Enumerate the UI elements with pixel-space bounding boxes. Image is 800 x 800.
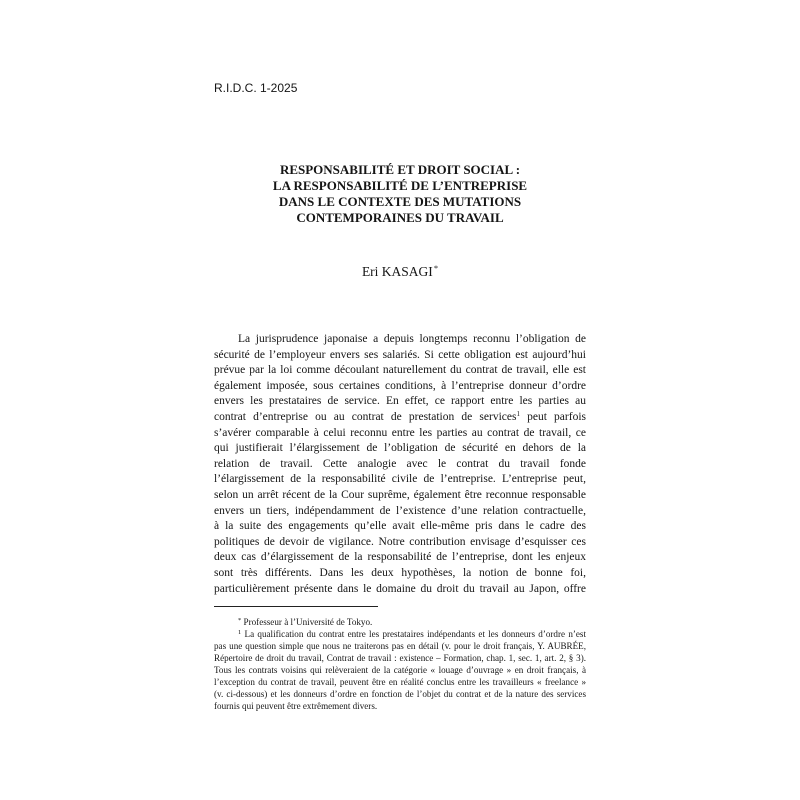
author-byline [200, 263, 600, 282]
footnote-1-line-6: (v. ci-dessous) et les donneurs d’ordre en fonction de l’objet du contrat et de la nature des services [214, 689, 586, 699]
body-line-16: sont très différents. Dans les deux hypothèses, la notion de bonne foi, [214, 566, 586, 579]
title-line-3: DANS LE CONTEXTE DES MUTATIONS [278, 194, 522, 209]
footnote-author-affiliation [238, 616, 586, 628]
body-line-3: prévue par la loi comme découlant naturellement du contrat de travail, elle est [214, 364, 586, 377]
footnote-1-line-1 [238, 628, 586, 640]
title-line-1: RESPONSABILITÉ ET DROIT SOCIAL : [279, 162, 521, 177]
footnote-reference-1[interactable]: 1 [516, 409, 520, 418]
body-line-14: politiques de devoir de vigilance. Notre contribution envisage d’esquisser ces [214, 535, 586, 548]
author-note-mark: * [433, 263, 439, 273]
footnote-author-text: Professeur à l’Université de Tokyo. [243, 617, 373, 627]
body-line-6-continuation: peut parfois [527, 410, 586, 423]
footnote-1-line-3: Répertoire de droit du travail, Contrat de travail : existence – Formation, chap. 1, sec. 1, art. 2, § 3). [214, 653, 586, 663]
body-line-12: envers un tiers, indépendamment de l’existence d’une relation contractuelle, [214, 504, 586, 517]
footnote-separator [214, 606, 378, 607]
footnote-1-line-2: pas une question simple que nous ne traiterons pas en détail (v. pour le droit français, Y. AUBRÉE, [214, 641, 586, 651]
footnote-1-line-7: fournis qui peuvent être extrêmement divers. [214, 701, 378, 711]
title-line-2: LA RESPONSABILITÉ DE L’ENTREPRISE [272, 178, 528, 193]
body-line-9: relation de travail. Cette analogie avec le contrat du travail fonde [214, 457, 586, 470]
article-title [200, 162, 600, 226]
body-line-7: s’avérer comparable à celui reconnu entre les parties au contrat de travail, ce [214, 426, 586, 439]
footnote-mark-asterisk: * [238, 617, 242, 624]
footnotes [214, 616, 586, 712]
body-line-4: également imposée, sous certaines conditions, à l’entreprise donneur d’ordre [214, 379, 586, 392]
body-line-11: selon un arrêt récent de la Cour suprême, également être reconnue responsable [214, 488, 586, 501]
body-line-13: à la suite des engagements qu’elle avait elle-même pris dans le cadre des [214, 520, 586, 533]
body-line-6-text: contrat d’entreprise ou au contrat de prestation de services [214, 410, 517, 423]
running-head: R.I.D.C. 1-2025 [214, 81, 298, 95]
body-line-15: deux cas d’élargissement de la responsabilité de l’entreprise, dont les enjeux [214, 551, 586, 564]
body-line-8: qui justifierait l’élargissement de l’obligation de sécurité en dehors de la [214, 442, 586, 455]
title-line-4: CONTEMPORAINES DU TRAVAIL [296, 210, 504, 225]
body-line-2: sécurité de l’employeur envers ses salariés. Si cette obligation est aujourd’hui [214, 348, 586, 361]
footnote-mark-1: 1 [238, 629, 242, 636]
body-line-5: envers les prestataires de service. En effet, ce rapport entre les parties au [214, 395, 586, 408]
author-name: Eri KASAGI [361, 264, 433, 279]
body-line-6 [214, 410, 586, 426]
footnote-1-line-5: l’exception du contrat de travail, peuvent être en réalité conclus entre les travailleurs « freelance » [214, 677, 586, 687]
body-line-1: La jurisprudence japonaise a depuis longtemps reconnu l’obligation de [238, 333, 586, 345]
body-line-10: l’élargissement de la responsabilité civile de l’entreprise. L’entreprise peut, [214, 473, 586, 486]
footnote-1-text: La qualification du contrat entre les prestataires indépendants et les donneurs d’ordre n’est [244, 629, 586, 639]
body-paragraph [214, 332, 586, 597]
footnote-1-line-4: Tous les contrats voisins qui relèveraient de la catégorie « louage d’ouvrage » en droit français, à [214, 665, 586, 675]
body-line-17: particulièrement présente dans le domaine du droit du travail au Japon, offre [214, 582, 586, 595]
